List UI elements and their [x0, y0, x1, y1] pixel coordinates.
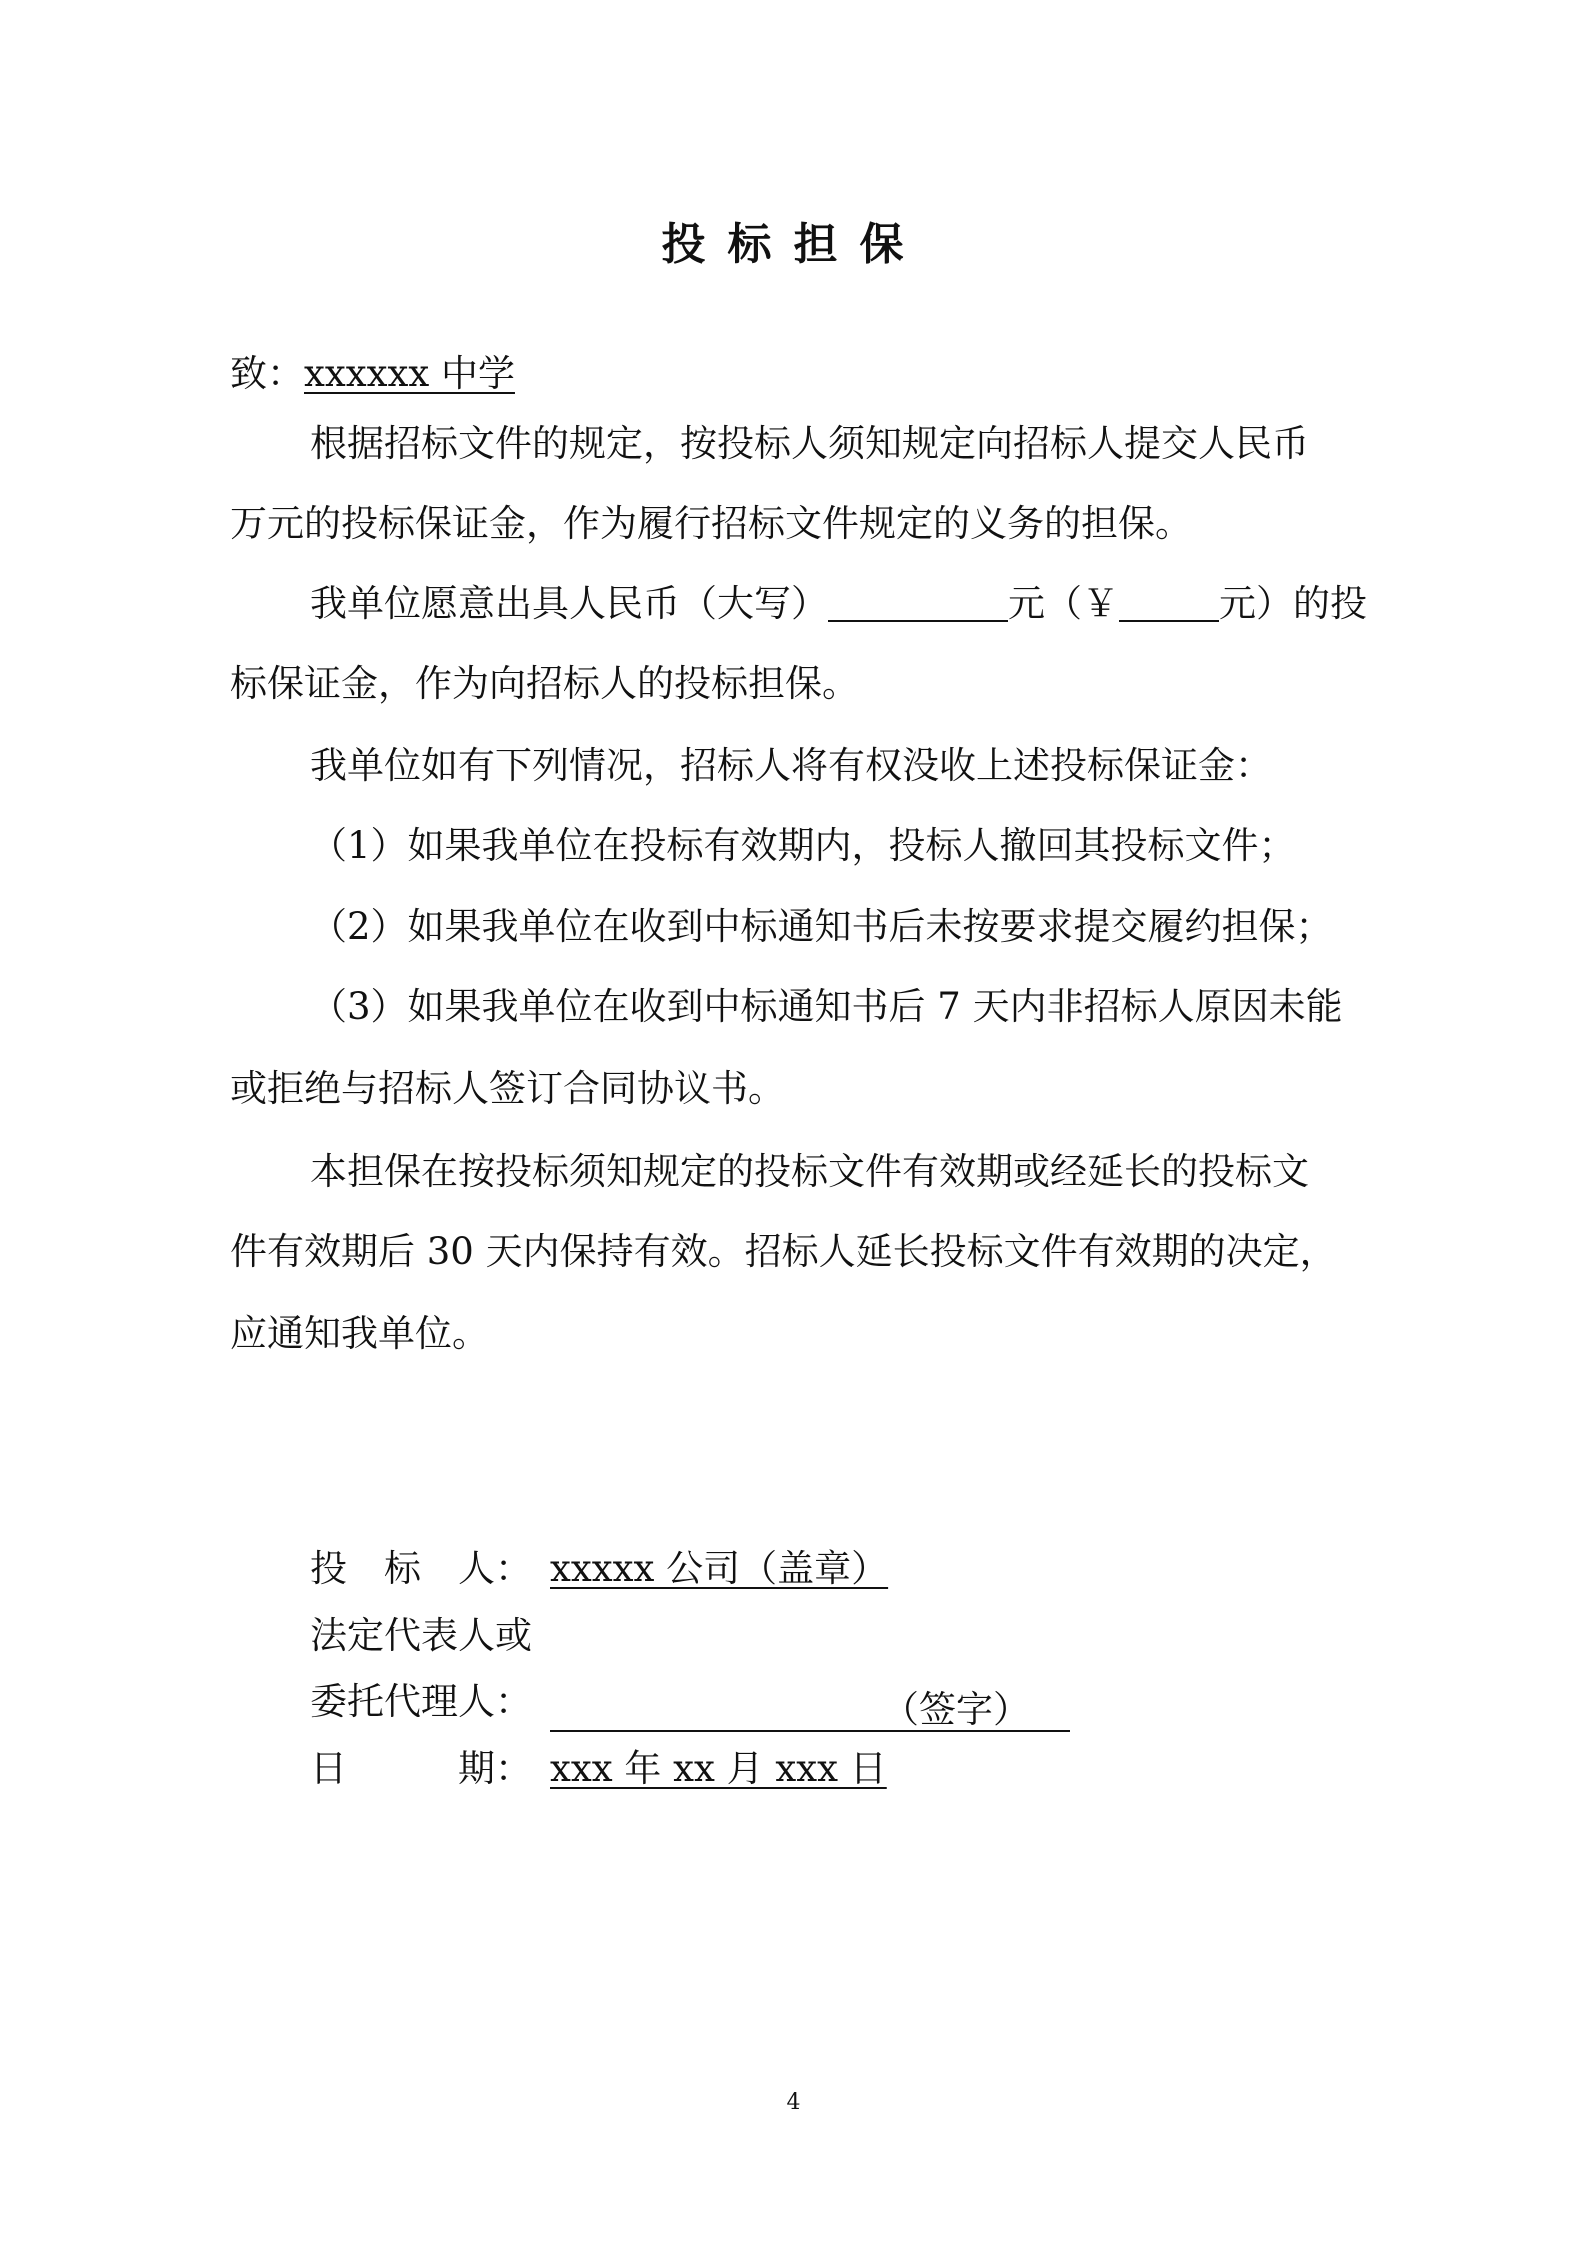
para3-item2: （2）如果我单位在收到中标通知书后未按要求提交履约担保；	[310, 905, 1333, 948]
addressee-prefix: 致：	[230, 352, 304, 395]
para1-line1: 根据招标文件的规定，按投标人须知规定向招标人提交人民币	[310, 422, 1309, 465]
agent-signature-line	[550, 1686, 1070, 1732]
para1-line2: 万元的投标保证金，作为履行招标文件规定的义务的担保。	[230, 502, 1192, 545]
bidder-label: 投 标 人：	[310, 1547, 532, 1590]
para3-item1: （1）如果我单位在投标有效期内，投标人撤回其投标文件；	[310, 824, 1296, 867]
para2-part-b: 元（￥	[1008, 582, 1119, 625]
rep-label: 法定代表人或	[310, 1614, 532, 1657]
para3-intro: 我单位如有下列情况，招标人将有权没收上述投标保证金：	[310, 744, 1272, 787]
bidder-value: xxxxx 公司（盖章）	[550, 1547, 889, 1590]
rep-line	[310, 1612, 532, 1660]
agent-line	[310, 1678, 1070, 1732]
para2-part-a: 我单位愿意出具人民币（大写）	[310, 582, 828, 625]
date-label: 日 期：	[310, 1747, 532, 1790]
para2-part-c: 元）的投	[1219, 582, 1367, 625]
amount-words-blank	[828, 584, 1008, 622]
date-line	[310, 1745, 887, 1793]
addressee-line	[230, 350, 515, 398]
para2-line2: 标保证金，作为向招标人的投标担保。	[230, 662, 859, 705]
para2-line1	[310, 580, 1367, 628]
para3-item3-line2: 或拒绝与招标人签订合同协议书。	[230, 1067, 785, 1110]
page-title: 投标担保	[661, 219, 926, 270]
agent-suffix: （签字）	[882, 1688, 1030, 1731]
date-value: xxx 年 xx 月 xxx 日	[550, 1747, 887, 1790]
addressee-name: xxxxxx 中学	[304, 352, 515, 395]
agent-label: 委托代理人：	[310, 1680, 532, 1723]
page-number: 4	[786, 2090, 801, 2115]
para4-line2: 件有效期后 30 天内保持有效。招标人延长投标文件有效期的决定，	[230, 1230, 1337, 1273]
para4-line3: 应通知我单位。	[230, 1312, 489, 1355]
amount-number-blank	[1119, 584, 1219, 622]
bidder-line	[310, 1545, 888, 1593]
para3-item3-line1: （3）如果我单位在收到中标通知书后 7 天内非招标人原因未能	[310, 985, 1343, 1028]
para4-line1: 本担保在按投标须知规定的投标文件有效期或经延长的投标文	[310, 1150, 1309, 1193]
